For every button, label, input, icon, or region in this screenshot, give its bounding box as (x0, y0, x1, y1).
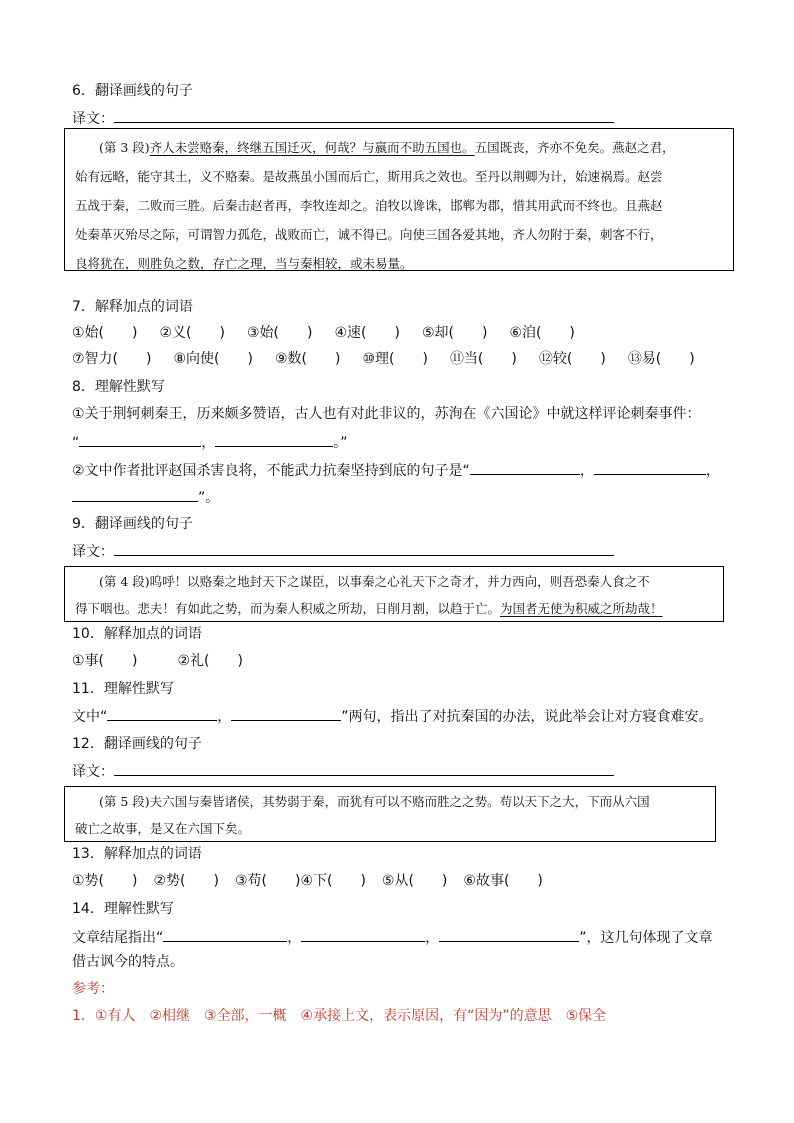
passage-line (75, 133, 723, 162)
word-item: ⑦智力( ) (72, 351, 152, 367)
question-10-title: 10．解释加点的词语 (72, 626, 202, 642)
question-11-line (72, 706, 713, 726)
word-item: ②礼( ) (177, 653, 243, 669)
question-11-title: 11．理解性默写 (72, 681, 174, 697)
fill-blank[interactable] (439, 927, 579, 942)
fill-blank[interactable] (594, 460, 706, 475)
comma: ， (579, 463, 594, 479)
word-item: ③始( ) (246, 325, 313, 341)
word-item: ③苟( )④下( ) (234, 873, 366, 889)
question-8-line-4 (72, 487, 219, 507)
word-item: ②势( ) (153, 873, 219, 889)
translation-label: 译文： (72, 764, 114, 780)
passage-line (75, 568, 713, 595)
question-8-title: 8．理解性默写 (72, 379, 165, 395)
question-text: 文中“ (72, 709, 108, 725)
passage-text: 五国既丧，齐亦不免矣。燕赵之君， (474, 140, 675, 155)
question-13-row (72, 872, 565, 890)
passage-line: 始有远略，能守其土，义不赂秦。是故燕虽小国而后亡，斯用兵之效也。至丹以荆卿为计，始速祸焉。赵尝 (75, 169, 663, 184)
passage-paragraph-3 (64, 128, 734, 271)
question-14-line-2: 借古讽今的特点。 (72, 954, 184, 970)
word-item: ①事( ) (72, 653, 138, 669)
translation-label: 译文： (72, 544, 114, 560)
question-text: ②文中作者批评赵国杀害良将，不能武力抗秦坚持到底的句子是“ (72, 463, 470, 479)
question-7-title: 7．解释加点的词语 (72, 299, 193, 315)
comma: ， (287, 930, 302, 946)
fill-blank[interactable] (107, 706, 217, 721)
comma: ， (201, 435, 216, 451)
reference-answer-1: 1．①有人 ②相继 ③全部，一概 ④承接上文，表示原因，有“因为”的意思 ⑤保全 (72, 1008, 607, 1024)
fill-blank[interactable] (79, 432, 201, 447)
fill-blank[interactable] (301, 927, 425, 942)
fill-blank[interactable] (231, 706, 341, 721)
question-8-line-2 (72, 432, 348, 452)
translation-blank[interactable] (114, 541, 614, 556)
comma: ， (217, 709, 232, 725)
word-item: ⑧向使( ) (173, 351, 253, 367)
passage-line: 破亡之故事，是又在六国下矣。 (75, 821, 251, 836)
passage-line: 五战于秦，二败而三胜。后秦击赵者再，李牧连却之。洎牧以谗诛，邯郸为郡，惜其用武而不终也。且燕赵 (75, 198, 663, 213)
reference-label: 参考： (72, 981, 114, 997)
paragraph-label: (第 3 段) (99, 140, 150, 155)
fill-blank[interactable] (163, 927, 287, 942)
translation-blank[interactable] (114, 761, 614, 776)
passage-text: 呜呼！以赂秦之地封天下之谋臣，以事秦之心礼天下之奇才，并力西向，则吾恐秦人食之不 (149, 574, 650, 589)
question-text: ”，这几句体现了文章 (579, 930, 713, 946)
passage-text: 夫六国与秦皆诸侯，其势弱于秦，而犹有可以不赂而胜之之势。苟以天下之大，下而从六国 (149, 794, 650, 809)
passage-text: 得下咽也。悲夫！有如此之势，而为秦人积威之所劫，日削月割，以趋于亡。 (75, 601, 501, 616)
question-12-title: 12．翻译画线的句子 (72, 736, 202, 752)
question-9-answer-line (72, 541, 614, 561)
fill-blank[interactable] (72, 487, 198, 502)
word-item: ⑫较( ) (538, 351, 606, 367)
question-6-title: 6．翻译画线的句子 (72, 83, 193, 99)
question-9-title: 9．翻译画线的句子 (72, 516, 193, 532)
question-7-row-2 (72, 350, 717, 368)
open-quote: “ (72, 435, 80, 451)
question-7-row-1 (72, 324, 597, 342)
word-item: ①势( ) (72, 873, 138, 889)
passage-paragraph-5 (64, 786, 716, 842)
paragraph-label: (第 5 段) (99, 794, 150, 809)
word-item: ⑪当( ) (449, 351, 517, 367)
question-14-line-1: 文章结尾指出“ ， ， ”，这几句体现了文章 (72, 927, 713, 947)
translation-blank[interactable] (114, 108, 614, 123)
passage-line: 良将犹在，则胜负之数，存亡之理，当与秦相较，或未易量。 (75, 256, 413, 271)
question-text: 文章结尾指出“ (72, 930, 164, 946)
passage-line (75, 595, 713, 622)
passage-line: 处秦革灭殆尽之际，可谓智力孤危，战败而亡，诚不得已。向使三国各爱其地，齐人勿附于秦，刺客不行， (75, 227, 663, 242)
word-item: ②义( ) (159, 325, 225, 341)
underlined-sentence: 为国者无使为积威之所劫哉！ (500, 601, 663, 616)
passage-paragraph-4 (64, 566, 724, 622)
question-10-row (72, 652, 265, 670)
question-8-line-3: ②文中作者批评赵国杀害良将，不能武力抗秦坚持到底的句子是“ ， ， (72, 460, 720, 480)
question-14-title: 14．理解性默写 (72, 901, 174, 917)
word-item: ⑤却( ) (421, 325, 488, 341)
close-quote: 。” (333, 435, 348, 451)
word-item: ⑨数( ) (274, 351, 341, 367)
question-12-answer-line (72, 761, 614, 781)
word-item: ⑬易( ) (627, 351, 695, 367)
question-13-title: 13．解释加点的词语 (72, 846, 202, 862)
question-8-line-1: ①关于荆轲刺秦王，历来颇多赞语，古人也有对此非议的，苏洵在《六国论》中就这样评论刺秦事件： (72, 406, 701, 422)
question-6-answer-line (72, 108, 614, 128)
fill-blank[interactable] (470, 460, 580, 475)
close-quote: ”。 (198, 490, 220, 506)
translation-label: 译文： (72, 111, 114, 127)
passage-line (75, 788, 705, 815)
word-item: ①始( ) (72, 325, 138, 341)
paragraph-label: (第 4 段) (99, 574, 150, 589)
word-item: ⑥故事( ) (463, 873, 543, 889)
word-item: ⑩理( ) (362, 351, 428, 367)
question-text: ”两句，指出了对抗秦国的办法，说此举会让对方寝食难安。 (341, 709, 713, 725)
word-item: ⑥洎( ) (509, 325, 575, 341)
word-item: ⑤从( ) (381, 873, 448, 889)
fill-blank[interactable] (215, 432, 333, 447)
underlined-sentence: 齐人未尝赂秦，终继五国迁灭，何哉？与嬴而不助五国也。 (149, 140, 475, 155)
word-item: ④速( ) (334, 325, 400, 341)
